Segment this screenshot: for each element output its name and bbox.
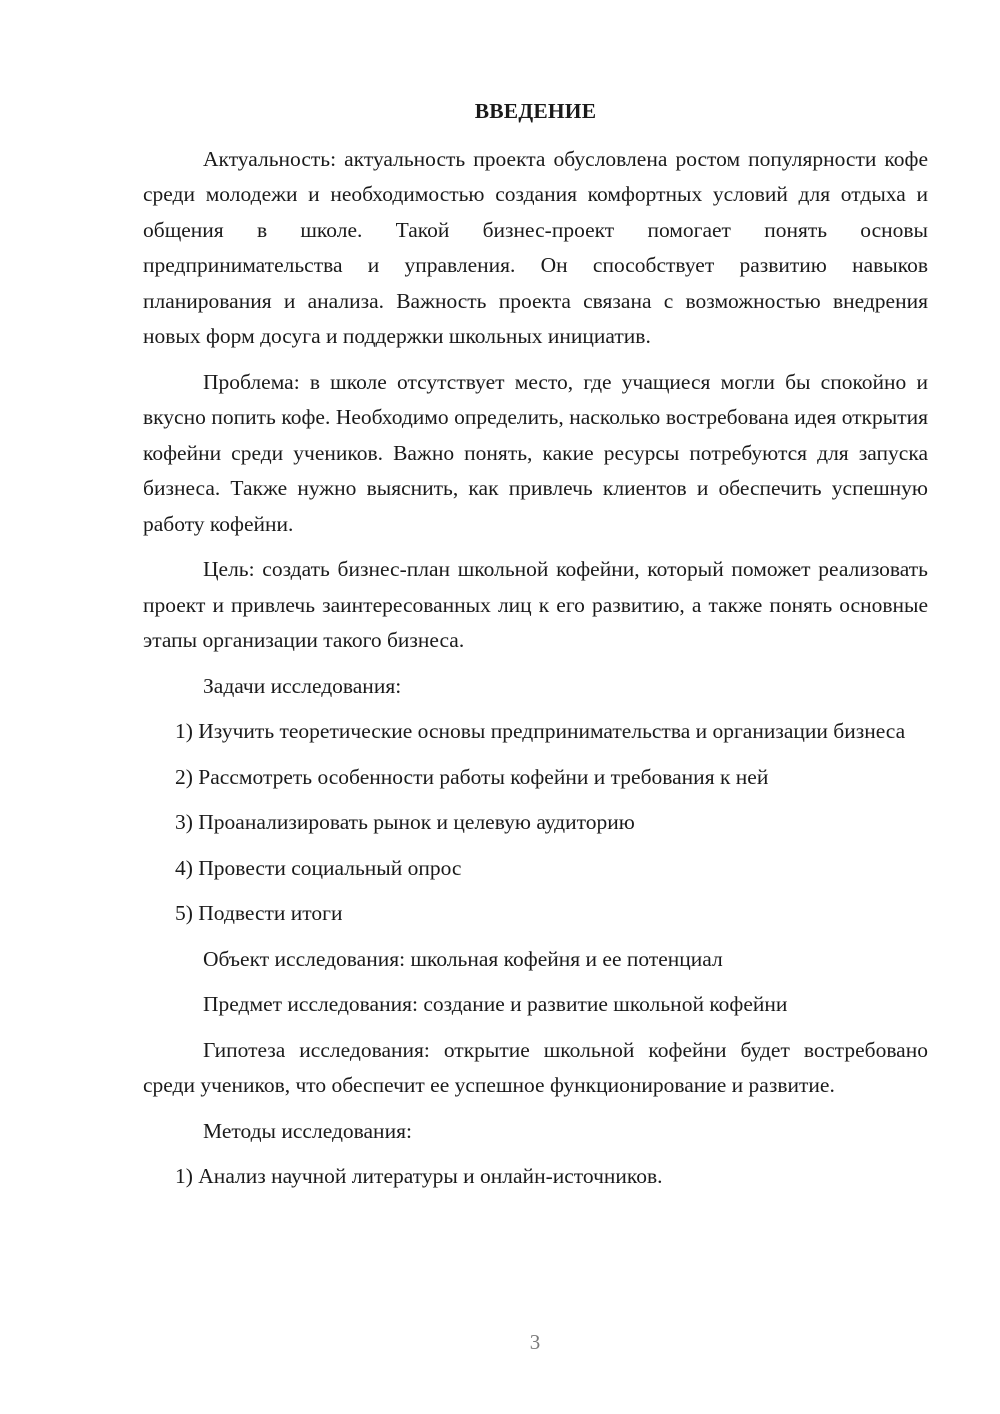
task-item-3: 3) Проанализировать рынок и целевую аудиторию: [175, 810, 635, 834]
methods-label: Методы исследования:: [203, 1118, 412, 1143]
hypothesis-paragraph: Гипотеза исследования: открытие школьной кофейни будет востребовано среди учеников, что обеспечит ее успешное функционирование и развитие.: [143, 1037, 928, 1097]
task-item-2: 2) Рассмотреть особенности работы кофейни и требования к ней: [175, 764, 769, 789]
section-heading: ВВЕДЕНИЕ: [474, 99, 597, 123]
problem-paragraph: Проблема: в школе отсутствует место, где учащиеся могли бы спокойно и вкусно попить кофе. Необходимо определить, насколько востребована идея открытия кофейни среди учеников. Важно понять, какие ресурсы потребуются для запуска бизнеса. Также нужно выяснить, как привлечь клиентов и обеспечить успешную работу кофейни.: [143, 369, 928, 536]
research-subject: Предмет исследования: создание и развитие школьной кофейни: [203, 992, 788, 1016]
method-item-1: 1) Анализ научной литературы и онлайн-источников.: [175, 1164, 663, 1188]
tasks-label: Задачи исследования:: [203, 673, 402, 698]
page-number: 3: [529, 1330, 541, 1354]
goal-paragraph: Цель: создать бизнес-план школьной кофейни, который поможет реализовать проект и привлечь заинтересованных лиц к его развитию, а также понять основные этапы организации такого бизнеса.: [143, 557, 928, 652]
research-object: Объект исследования: школьная кофейня и ее потенциал: [203, 946, 723, 971]
task-item-4: 4) Провести социальный опрос: [175, 855, 462, 880]
page-content: [143, 94, 928, 1205]
task-item-5: 5) Подвести итоги: [175, 901, 343, 925]
relevance-paragraph: Актуальность: актуальность проекта обусловлена ростом популярности кофе среди молодежи и необходимостью создания комфортных условий для отдыха и общения в школе. Такой бизнес-проект помогает понять основы предпринимательства и управления. Он способствует развитию навыков планирования и анализа. Важность проекта связана с возможностью внедрения новых форм досуга и поддержки школьных инициатив.: [143, 146, 928, 348]
task-item-1: 1) Изучить теоретические основы предпринимательства и организации бизнеса: [175, 719, 906, 743]
